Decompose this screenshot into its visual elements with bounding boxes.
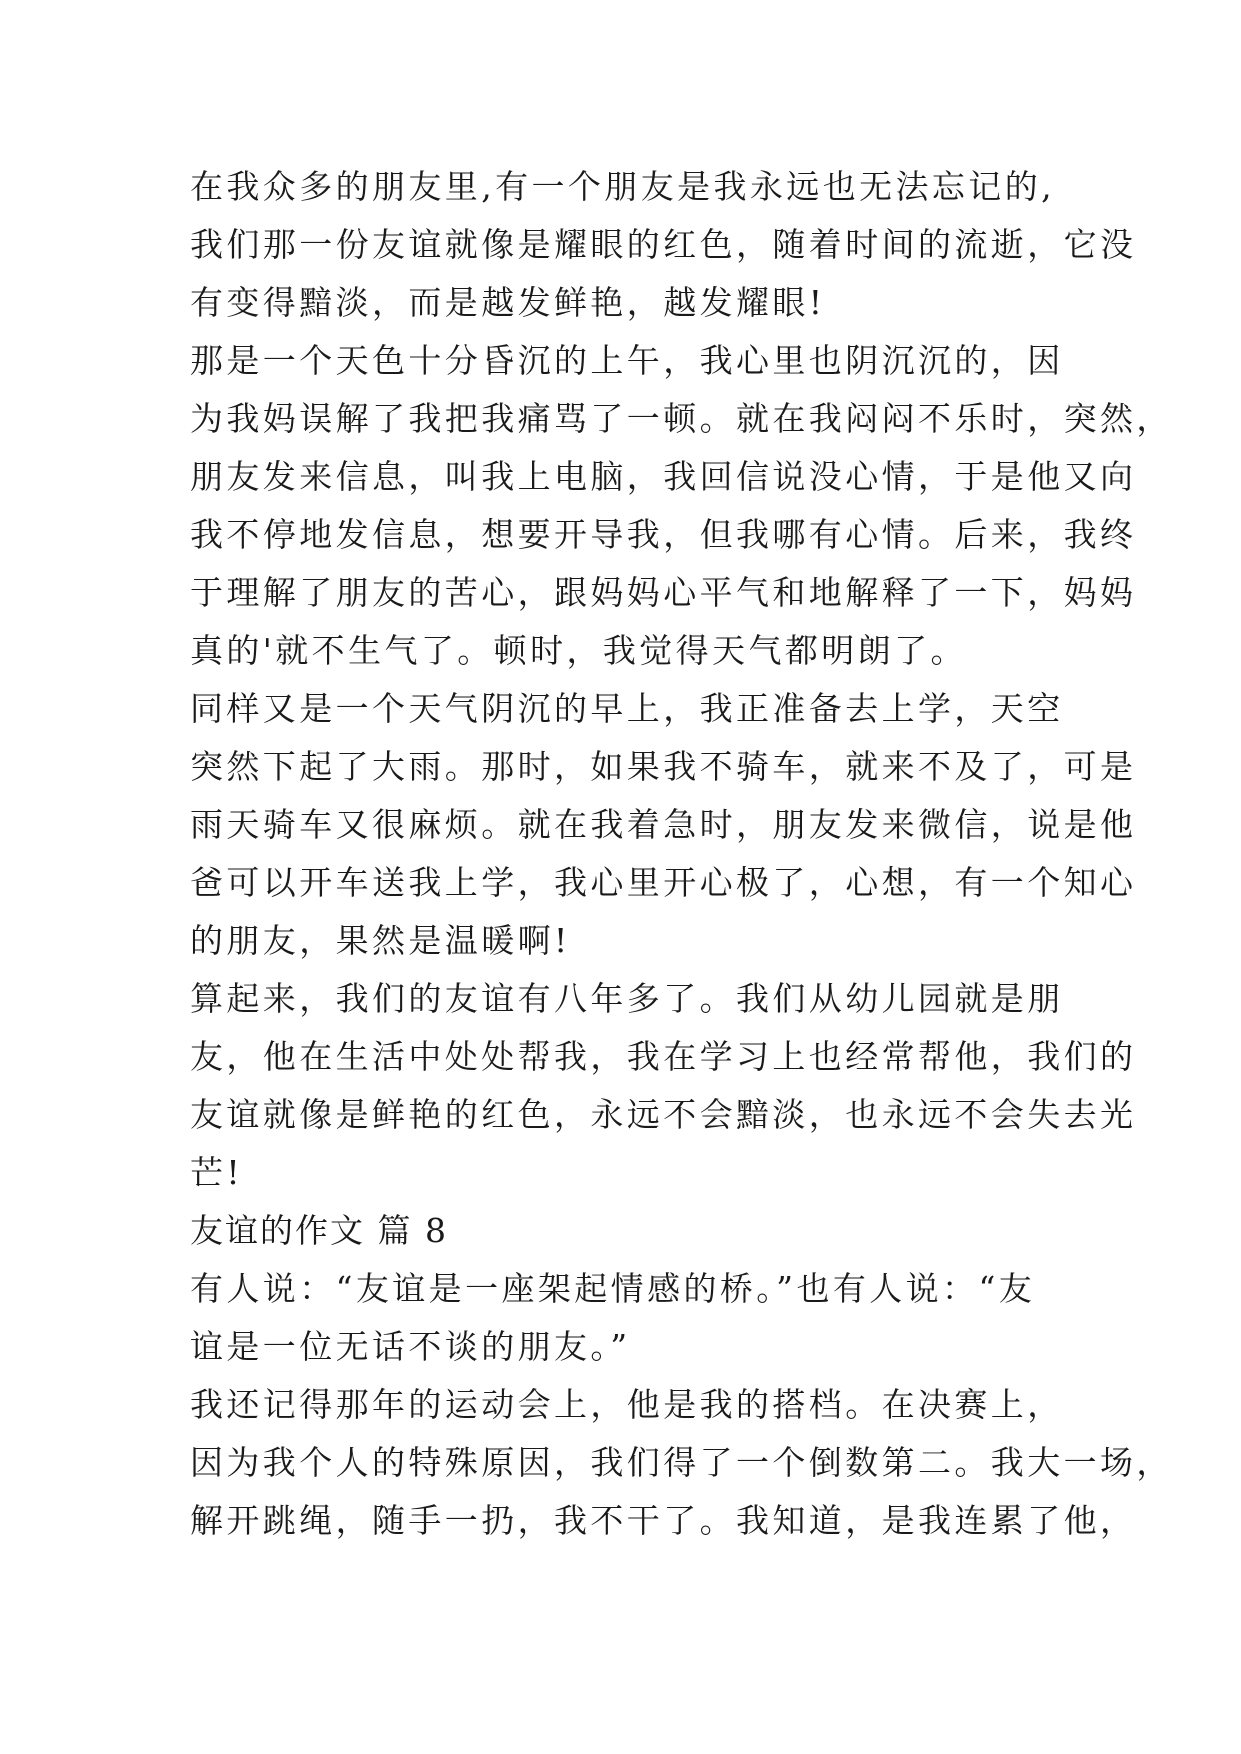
- text-line: 解开跳绳，随手一扔，我不干了。我知道，是我连累了他，: [190, 1501, 1137, 1540]
- text-line: 朋友发来信息，叫我上电脑，我回信说没心情，于是他又向: [190, 457, 1137, 496]
- text-line: 于理解了朋友的苦心，跟妈妈心平气和地解释了一下，妈妈: [190, 573, 1137, 612]
- text-line: 谊是一位无话不谈的朋友。”: [190, 1327, 631, 1366]
- text-line: 友，他在生活中处处帮我，我在学习上也经常帮他，我们的: [190, 1037, 1137, 1076]
- text-line: 有人说：“友谊是一座架起情感的桥。”也有人说：“友: [190, 1269, 1036, 1308]
- text-line: 的朋友，果然是温暖啊!: [190, 921, 571, 960]
- text-line: 爸可以开车送我上学，我心里开心极了，心想，有一个知心: [190, 863, 1137, 902]
- section-heading: 友谊的作文 篇 8: [190, 1211, 448, 1250]
- text-line: 有变得黯淡，而是越发鲜艳，越发耀眼!: [190, 283, 826, 322]
- text-line: 同样又是一个天气阴沉的早上，我正准备去上学，天空: [190, 689, 1064, 728]
- text-line: 那是一个天色十分昏沉的上午，我心里也阴沉沉的，因: [190, 341, 1064, 380]
- text-line: 雨天骑车又很麻烦。就在我着急时，朋友发来微信，说是他: [190, 805, 1137, 844]
- text-line: 我还记得那年的运动会上，他是我的搭档。在决赛上，: [190, 1385, 1064, 1424]
- text-line: 我不停地发信息，想要开导我，但我哪有心情。后来，我终: [190, 515, 1137, 554]
- text-line: 芒!: [190, 1153, 244, 1192]
- text-line: 在我众多的朋友里,有一个朋友是我永远也无法忘记的,: [190, 167, 1055, 206]
- text-line: 算起来，我们的友谊有八年多了。我们从幼儿园就是朋: [190, 979, 1064, 1018]
- text-line: 突然下起了大雨。那时，如果我不骑车，就来不及了，可是: [190, 747, 1137, 786]
- text-line: 为我妈误解了我把我痛骂了一顿。就在我闷闷不乐时，突然，: [190, 399, 1173, 438]
- text-line: 真的'就不生气了。顿时，我觉得天气都明朗了。: [190, 631, 967, 670]
- text-line: 因为我个人的特殊原因，我们得了一个倒数第二。我大一场，: [190, 1443, 1173, 1482]
- text-line: 友谊就像是鲜艳的红色，永远不会黯淡，也永远不会失去光: [190, 1095, 1137, 1134]
- text-line: 我们那一份友谊就像是耀眼的红色，随着时间的流逝，它没: [190, 225, 1137, 264]
